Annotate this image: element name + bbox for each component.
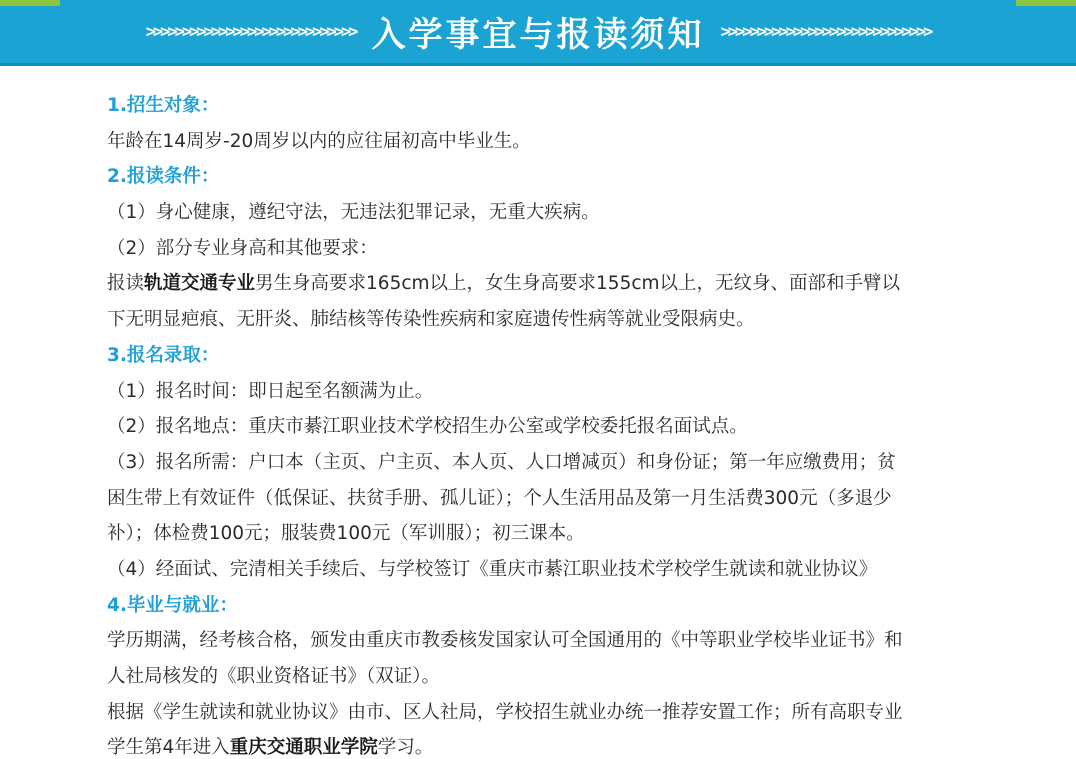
graduation-p2-line-2: [107, 730, 987, 759]
rail-transit-major: 轨道交通专业: [144, 273, 256, 295]
graduation-p2-line-1: 根据《学生就读和就业协议》由市、区人社局，学校招生就业办统一推荐安置工作；所有高职专业: [107, 701, 903, 723]
graduation-p1-line-1: 学历期满，经考核合格，颁发由重庆市教委核发国家认可全国通用的《中等职业学校毕业证书》和: [107, 630, 903, 652]
chevron-decoration-right: >>>>>>>>>>>>>>>>>>>>>>>>>>>>>: [720, 21, 931, 42]
chevron-decoration-left: >>>>>>>>>>>>>>>>>>>>>>>>>>>>>: [145, 21, 356, 42]
notice-body: [107, 88, 987, 759]
header-banner: [0, 0, 1076, 66]
graduation-p2-prefix: 学生第4年进入: [107, 737, 230, 759]
registration-item-4: （4）经面试、完清相关手续后、与学校签订《重庆市綦江职业技术学校学生就读和就业协议》: [107, 558, 878, 580]
page-title: 入学事宜与报读须知: [371, 15, 705, 55]
enrollment-target-text: 年龄在14周岁-20周岁以内的应往届初高中毕业生。: [107, 130, 531, 152]
section-heading-enrollment-target: 1.招生对象：: [107, 95, 220, 116]
requirement-item-1: （1）身心健康，遵纪守法，无违法犯罪记录，无重大疾病。: [107, 202, 600, 224]
requirement-detail-line-2: 下无明显疤痕、无肝炎、肺结核等传染性疾病和家庭遗传性病等就业受限病史。: [107, 309, 755, 331]
section-heading-graduation: 4.毕业与就业：: [107, 594, 238, 616]
graduation-p1-line-2: 人社局核发的《职业资格证书》（双证）。: [107, 666, 441, 687]
section-heading-registration: 3.报名录取：: [107, 344, 220, 366]
requirement-item-2: （2）部分专业身高和其他要求：: [107, 237, 378, 259]
graduation-p2-suffix: 学习。: [377, 737, 434, 759]
requirement-detail-prefix: 报读: [107, 273, 145, 295]
requirement-detail-rest: 男生身高要求165cm以上，女生身高要求155cm以上，无纹身、面部和手臂以: [255, 273, 901, 295]
top-left-accent: [0, 0, 60, 6]
registration-item-2: （2）报名地点：重庆市綦江职业技术学校招生办公室或学校委托报名面试点。: [107, 416, 748, 438]
top-right-accent: [1016, 0, 1076, 6]
registration-item-3-line-2: 困生带上有效证件（低保证、扶贫手册、孤儿证）；个人生活用品及第一月生活费300元（多退少: [107, 487, 892, 509]
requirement-detail-line-1: [107, 266, 987, 302]
registration-item-3-line-1: （3）报名所需：户口本（主页、户主页、本人页、人口增减页）和身份证；第一年应缴费用；贫: [107, 451, 896, 473]
college-name: 重庆交通职业学院: [229, 737, 378, 759]
section-heading-requirements: 2.报读条件：: [107, 166, 220, 188]
registration-item-3-line-3: 补）；体检费100元；服装费100元（军训服）；初三课本。: [107, 523, 585, 545]
registration-item-1: （1）报名时间：即日起至名额满为止。: [107, 380, 434, 402]
